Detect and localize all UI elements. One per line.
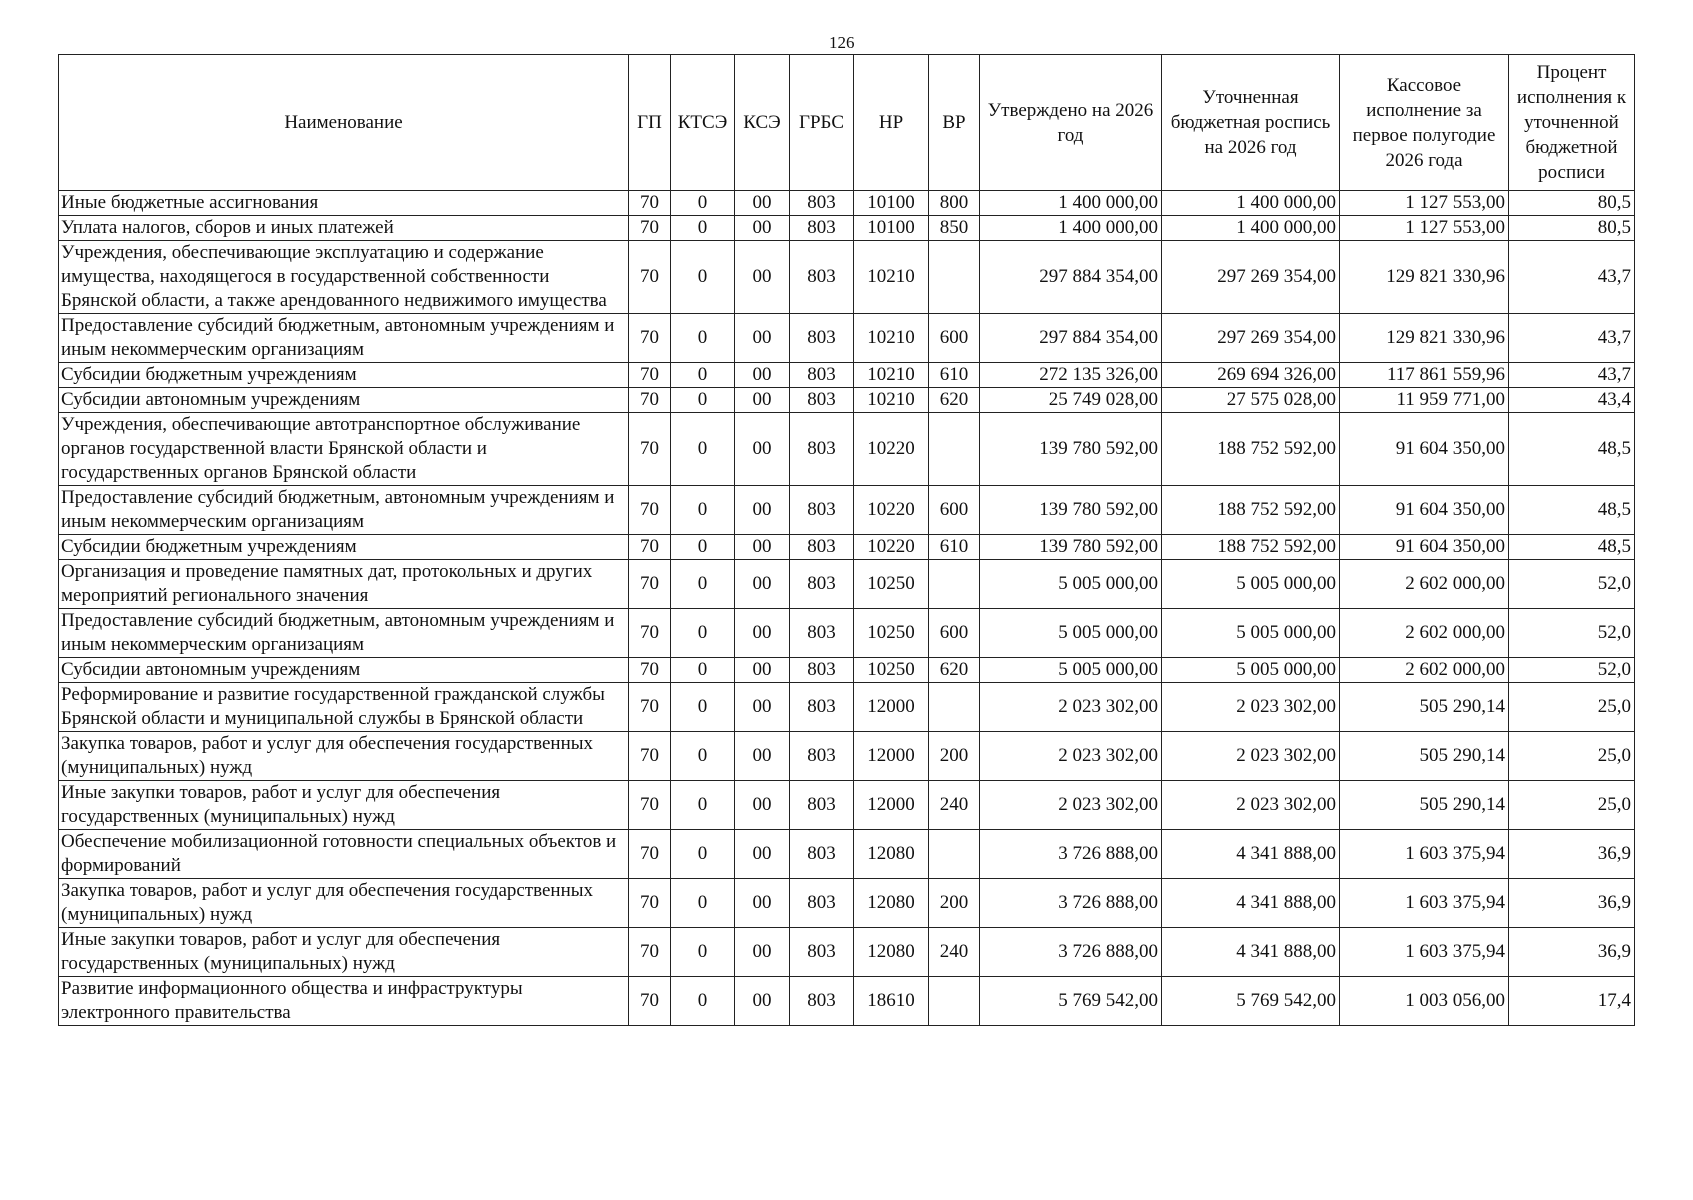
cell-kse: 00 [735,314,790,363]
cell-vr: 600 [929,314,980,363]
cell-cash: 505 290,14 [1340,781,1509,830]
cell-gp: 70 [629,977,671,1026]
cell-refined: 5 005 000,00 [1162,560,1340,609]
cell-vr: 850 [929,216,980,241]
cell-percent: 17,4 [1509,977,1635,1026]
cell-approved: 139 780 592,00 [980,413,1162,486]
cell-gp: 70 [629,609,671,658]
cell-vr [929,977,980,1026]
cell-percent: 43,4 [1509,388,1635,413]
cell-percent: 43,7 [1509,241,1635,314]
cell-cash: 1 603 375,94 [1340,879,1509,928]
cell-kse: 00 [735,781,790,830]
cell-cash: 2 602 000,00 [1340,609,1509,658]
cell-grbs: 803 [790,191,854,216]
cell-vr [929,560,980,609]
cell-refined: 188 752 592,00 [1162,486,1340,535]
table-row [59,486,1635,535]
cell-name: Предоставление субсидий бюджетным, автономным учреждениям и иным некоммерческим организациям [59,486,629,535]
cell-grbs: 803 [790,560,854,609]
cell-name: Учреждения, обеспечивающие автотранспортное обслуживание органов государственной власти Брянской области и государственных органов Брянской области [59,413,629,486]
cell-percent: 36,9 [1509,879,1635,928]
cell-ktse: 0 [671,413,735,486]
cell-kse: 00 [735,191,790,216]
cell-gp: 70 [629,928,671,977]
table-row [59,683,1635,732]
cell-gp: 70 [629,658,671,683]
cell-cash: 505 290,14 [1340,732,1509,781]
cell-approved: 5 005 000,00 [980,658,1162,683]
cell-ktse: 0 [671,314,735,363]
cell-nr: 10210 [854,314,929,363]
cell-percent: 80,5 [1509,191,1635,216]
cell-percent: 25,0 [1509,683,1635,732]
cell-nr: 12080 [854,879,929,928]
cell-gp: 70 [629,314,671,363]
cell-grbs: 803 [790,388,854,413]
cell-vr [929,830,980,879]
cell-vr [929,241,980,314]
header-cash: Кассовое исполнение за первое полугодие 2026 года [1340,55,1509,191]
cell-nr: 10210 [854,241,929,314]
cell-name: Иные закупки товаров, работ и услуг для обеспечения государственных (муниципальных) нужд [59,781,629,830]
table-row [59,830,1635,879]
cell-kse: 00 [735,830,790,879]
cell-percent: 25,0 [1509,732,1635,781]
cell-refined: 5 769 542,00 [1162,977,1340,1026]
cell-nr: 10210 [854,388,929,413]
table-row [59,314,1635,363]
cell-percent: 52,0 [1509,560,1635,609]
cell-name: Учреждения, обеспечивающие эксплуатацию и содержание имущества, находящегося в государственной собственности Брянской области, а также арендованного недвижимого имущества [59,241,629,314]
budget-execution-table [58,54,1635,1026]
cell-vr: 600 [929,486,980,535]
cell-ktse: 0 [671,683,735,732]
table-row [59,781,1635,830]
cell-approved: 5 005 000,00 [980,560,1162,609]
cell-grbs: 803 [790,241,854,314]
cell-nr: 12000 [854,781,929,830]
cell-refined: 1 400 000,00 [1162,216,1340,241]
cell-kse: 00 [735,928,790,977]
cell-gp: 70 [629,535,671,560]
cell-cash: 129 821 330,96 [1340,241,1509,314]
cell-approved: 139 780 592,00 [980,486,1162,535]
cell-gp: 70 [629,191,671,216]
table-row [59,535,1635,560]
table-row [59,928,1635,977]
cell-nr: 10210 [854,363,929,388]
cell-kse: 00 [735,388,790,413]
table-row [59,609,1635,658]
cell-gp: 70 [629,560,671,609]
cell-percent: 25,0 [1509,781,1635,830]
cell-grbs: 803 [790,314,854,363]
cell-kse: 00 [735,216,790,241]
cell-ktse: 0 [671,535,735,560]
cell-grbs: 803 [790,216,854,241]
cell-name: Субсидии автономным учреждениям [59,388,629,413]
cell-refined: 5 005 000,00 [1162,658,1340,683]
cell-gp: 70 [629,241,671,314]
cell-approved: 2 023 302,00 [980,781,1162,830]
cell-refined: 2 023 302,00 [1162,781,1340,830]
header-kse: КСЭ [735,55,790,191]
cell-gp: 70 [629,830,671,879]
cell-vr: 620 [929,388,980,413]
cell-kse: 00 [735,241,790,314]
cell-grbs: 803 [790,658,854,683]
cell-vr: 240 [929,928,980,977]
cell-nr: 12000 [854,683,929,732]
cell-name: Субсидии бюджетным учреждениям [59,363,629,388]
cell-name: Субсидии автономным учреждениям [59,658,629,683]
cell-grbs: 803 [790,732,854,781]
table-row [59,363,1635,388]
cell-percent: 43,7 [1509,363,1635,388]
cell-ktse: 0 [671,216,735,241]
cell-percent: 48,5 [1509,413,1635,486]
cell-cash: 1 003 056,00 [1340,977,1509,1026]
table-row [59,977,1635,1026]
cell-approved: 2 023 302,00 [980,683,1162,732]
cell-kse: 00 [735,732,790,781]
cell-percent: 36,9 [1509,830,1635,879]
cell-kse: 00 [735,658,790,683]
cell-approved: 297 884 354,00 [980,314,1162,363]
cell-refined: 2 023 302,00 [1162,732,1340,781]
cell-ktse: 0 [671,879,735,928]
cell-name: Иные закупки товаров, работ и услуг для обеспечения государственных (муниципальных) нужд [59,928,629,977]
cell-ktse: 0 [671,388,735,413]
cell-grbs: 803 [790,486,854,535]
cell-refined: 4 341 888,00 [1162,928,1340,977]
cell-grbs: 803 [790,609,854,658]
cell-ktse: 0 [671,241,735,314]
cell-gp: 70 [629,413,671,486]
cell-vr: 200 [929,879,980,928]
cell-percent: 48,5 [1509,535,1635,560]
cell-grbs: 803 [790,363,854,388]
cell-name: Предоставление субсидий бюджетным, автономным учреждениям и иным некоммерческим организациям [59,609,629,658]
cell-refined: 27 575 028,00 [1162,388,1340,413]
cell-ktse: 0 [671,928,735,977]
cell-approved: 3 726 888,00 [980,879,1162,928]
cell-refined: 4 341 888,00 [1162,879,1340,928]
cell-refined: 297 269 354,00 [1162,314,1340,363]
cell-kse: 00 [735,609,790,658]
header-gp: ГП [629,55,671,191]
cell-ktse: 0 [671,830,735,879]
cell-refined: 188 752 592,00 [1162,535,1340,560]
header-name: Наименование [59,55,629,191]
cell-approved: 297 884 354,00 [980,241,1162,314]
cell-cash: 129 821 330,96 [1340,314,1509,363]
table-row [59,216,1635,241]
header-nr: НР [854,55,929,191]
header-grbs: ГРБС [790,55,854,191]
table-row [59,732,1635,781]
cell-approved: 3 726 888,00 [980,928,1162,977]
cell-nr: 10250 [854,658,929,683]
cell-nr: 12080 [854,830,929,879]
cell-ktse: 0 [671,560,735,609]
cell-cash: 117 861 559,96 [1340,363,1509,388]
cell-name: Предоставление субсидий бюджетным, автономным учреждениям и иным некоммерческим организациям [59,314,629,363]
cell-cash: 1 127 553,00 [1340,191,1509,216]
header-refined: Уточненная бюджетная роспись на 2026 год [1162,55,1340,191]
cell-nr: 18610 [854,977,929,1026]
cell-cash: 1 603 375,94 [1340,928,1509,977]
table-row [59,560,1635,609]
cell-grbs: 803 [790,781,854,830]
cell-name: Обеспечение мобилизационной готовности специальных объектов и формирований [59,830,629,879]
cell-grbs: 803 [790,535,854,560]
header-ktse: КТСЭ [671,55,735,191]
cell-kse: 00 [735,683,790,732]
cell-nr: 10100 [854,216,929,241]
cell-gp: 70 [629,879,671,928]
cell-approved: 272 135 326,00 [980,363,1162,388]
page-number: 126 [829,33,855,52]
cell-vr: 620 [929,658,980,683]
cell-name: Субсидии бюджетным учреждениям [59,535,629,560]
cell-gp: 70 [629,683,671,732]
cell-name: Уплата налогов, сборов и иных платежей [59,216,629,241]
table-row [59,879,1635,928]
cell-percent: 52,0 [1509,658,1635,683]
cell-ktse: 0 [671,486,735,535]
cell-name: Реформирование и развитие государственной гражданской службы Брянской области и муниципальной службы в Брянской области [59,683,629,732]
cell-cash: 1 127 553,00 [1340,216,1509,241]
cell-approved: 139 780 592,00 [980,535,1162,560]
cell-nr: 10100 [854,191,929,216]
cell-nr: 10220 [854,535,929,560]
header-vr: ВР [929,55,980,191]
cell-grbs: 803 [790,879,854,928]
cell-approved: 2 023 302,00 [980,732,1162,781]
cell-ktse: 0 [671,977,735,1026]
cell-approved: 3 726 888,00 [980,830,1162,879]
cell-gp: 70 [629,388,671,413]
cell-approved: 1 400 000,00 [980,191,1162,216]
cell-vr: 610 [929,535,980,560]
cell-nr: 10220 [854,413,929,486]
cell-name: Организация и проведение памятных дат, протокольных и других мероприятий регионального значения [59,560,629,609]
cell-kse: 00 [735,879,790,928]
cell-cash: 2 602 000,00 [1340,658,1509,683]
cell-refined: 2 023 302,00 [1162,683,1340,732]
cell-grbs: 803 [790,413,854,486]
table-row [59,241,1635,314]
cell-cash: 91 604 350,00 [1340,535,1509,560]
cell-grbs: 803 [790,928,854,977]
cell-grbs: 803 [790,830,854,879]
cell-kse: 00 [735,535,790,560]
cell-vr: 200 [929,732,980,781]
table-body [59,191,1635,1026]
cell-approved: 5 769 542,00 [980,977,1162,1026]
header-approved: Утверждено на 2026 год [980,55,1162,191]
cell-kse: 00 [735,560,790,609]
cell-name: Закупка товаров, работ и услуг для обеспечения государственных (муниципальных) нужд [59,732,629,781]
cell-ktse: 0 [671,732,735,781]
cell-cash: 91 604 350,00 [1340,486,1509,535]
table-header-row [59,55,1635,191]
cell-name: Развитие информационного общества и инфраструктуры электронного правительства [59,977,629,1026]
cell-grbs: 803 [790,977,854,1026]
cell-ktse: 0 [671,363,735,388]
cell-name: Закупка товаров, работ и услуг для обеспечения государственных (муниципальных) нужд [59,879,629,928]
cell-refined: 5 005 000,00 [1162,609,1340,658]
cell-percent: 48,5 [1509,486,1635,535]
cell-gp: 70 [629,363,671,388]
cell-vr [929,683,980,732]
cell-gp: 70 [629,781,671,830]
cell-nr: 12000 [854,732,929,781]
cell-nr: 12080 [854,928,929,977]
cell-refined: 188 752 592,00 [1162,413,1340,486]
cell-kse: 00 [735,363,790,388]
cell-cash: 505 290,14 [1340,683,1509,732]
cell-vr: 240 [929,781,980,830]
cell-gp: 70 [629,732,671,781]
cell-ktse: 0 [671,191,735,216]
cell-nr: 10250 [854,609,929,658]
cell-cash: 2 602 000,00 [1340,560,1509,609]
cell-ktse: 0 [671,609,735,658]
cell-nr: 10250 [854,560,929,609]
cell-refined: 1 400 000,00 [1162,191,1340,216]
cell-ktse: 0 [671,658,735,683]
cell-refined: 4 341 888,00 [1162,830,1340,879]
table-row [59,413,1635,486]
cell-cash: 91 604 350,00 [1340,413,1509,486]
cell-percent: 52,0 [1509,609,1635,658]
cell-vr: 600 [929,609,980,658]
cell-kse: 00 [735,486,790,535]
cell-kse: 00 [735,977,790,1026]
cell-percent: 43,7 [1509,314,1635,363]
cell-vr: 610 [929,363,980,388]
cell-ktse: 0 [671,781,735,830]
table-row [59,658,1635,683]
cell-gp: 70 [629,486,671,535]
cell-gp: 70 [629,216,671,241]
cell-percent: 80,5 [1509,216,1635,241]
cell-grbs: 803 [790,683,854,732]
table-row [59,388,1635,413]
cell-cash: 1 603 375,94 [1340,830,1509,879]
cell-name: Иные бюджетные ассигнования [59,191,629,216]
cell-nr: 10220 [854,486,929,535]
cell-percent: 36,9 [1509,928,1635,977]
cell-vr: 800 [929,191,980,216]
cell-kse: 00 [735,413,790,486]
cell-refined: 269 694 326,00 [1162,363,1340,388]
cell-cash: 11 959 771,00 [1340,388,1509,413]
table-row [59,191,1635,216]
cell-approved: 1 400 000,00 [980,216,1162,241]
header-percent: Процент исполнения к уточненной бюджетной росписи [1509,55,1635,191]
cell-vr [929,413,980,486]
cell-refined: 297 269 354,00 [1162,241,1340,314]
cell-approved: 25 749 028,00 [980,388,1162,413]
cell-approved: 5 005 000,00 [980,609,1162,658]
